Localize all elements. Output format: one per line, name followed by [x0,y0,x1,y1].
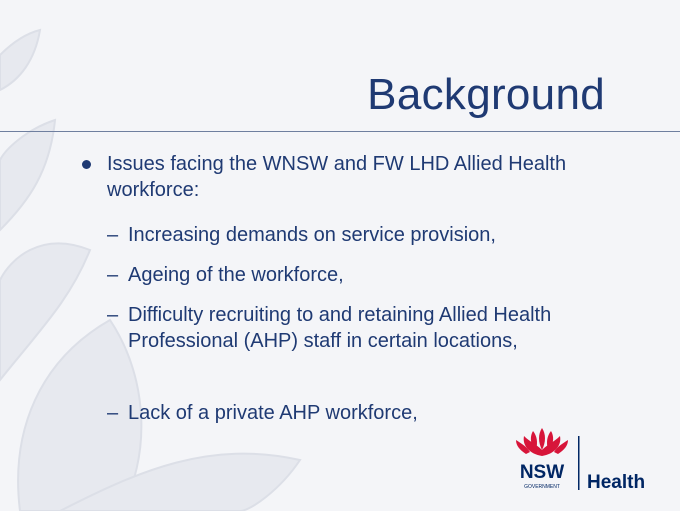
sub-bullet-dash: – [107,402,119,424]
slide-title: Background [367,70,605,119]
nsw-health-logo [512,428,657,494]
logo-divider [578,436,580,490]
sub-bullet-dash: – [107,264,119,286]
sub-bullet-text: Lack of a private AHP workforce, [128,402,418,424]
sub-bullet-text: Increasing demands on service provision, [128,224,496,246]
sub-bullet-dash: – [107,224,119,246]
sub-bullet [107,400,577,426]
logo-health-text: Health [587,472,646,493]
sub-bullet [107,262,577,288]
sub-bullet [107,302,577,354]
sub-bullet-dash: – [107,304,119,326]
bullet-dot [82,160,91,169]
sub-bullet-text: Difficulty recruiting to and retaining Allied Health Professional (AHP) staff in certain locations, [128,304,552,352]
title-divider [0,131,680,132]
sub-bullet [107,222,577,248]
waratah-icon [516,428,568,456]
main-bullet-text: Issues facing the WNSW and FW LHD Allied Health workforce: [107,153,567,201]
logo-government-text: GOVERNMENT [524,484,560,490]
logo-nsw-text: NSW [519,462,565,483]
sub-bullet-text: Ageing of the workforce, [128,264,344,286]
